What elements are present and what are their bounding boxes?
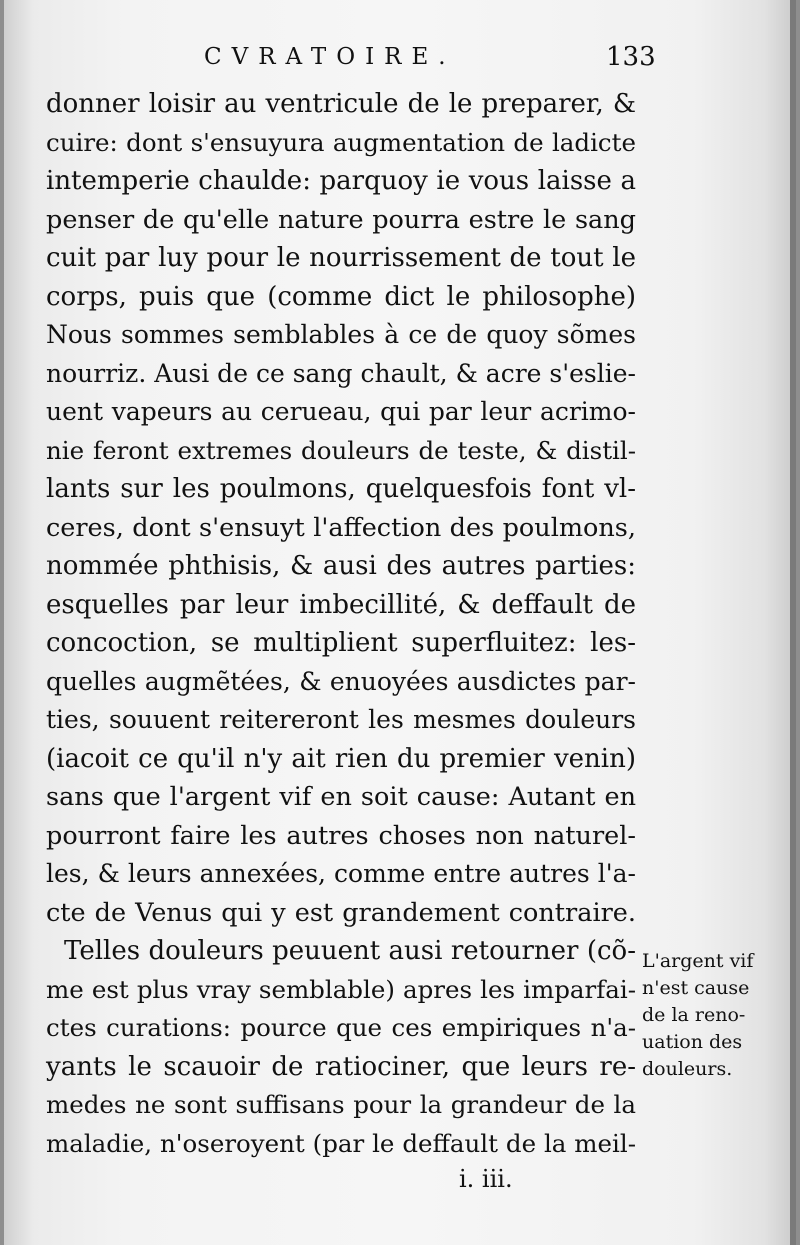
text-line: maladie, n'oseroyent (par le deffault de la meil- [46,1128,636,1158]
text-line: nourriz. Ausi de ce sang chault, & acre s'eslie- [46,358,636,388]
page-gutter [790,0,796,1245]
running-head: CVRATOIRE. [204,44,456,70]
text-line: (iacoit ce qu'il n'y ait rien du premier venin) [46,743,636,774]
text-line: concoction, se multiplient superfluitez: les- [46,628,636,658]
text-line: yants le scauoir de ratiociner, que leurs re- [46,1051,636,1082]
text-line: me est plus vray semblable) apres les imparfai- [46,974,636,1004]
margin-note-line: uation des [642,1031,743,1053]
book-page [4,0,796,1245]
text-line: cte de Venus qui y est grandement contraire. [46,897,636,928]
text-line: corps, puis que (comme dict le philosophe) [46,281,636,312]
text-line: donner loisir au ventricule de le preparer, & [46,89,636,119]
text-line: ties, souuent reitereront les mesmes douleurs [46,705,636,734]
text-line: medes ne sont suffisans pour la grandeur de la [46,1090,636,1119]
text-line: lants sur les poulmons, quelquesfois font vl- [46,474,636,504]
text-line: nie feront extremes douleurs de teste, & distil- [46,435,636,465]
text-line: sans que l'argent vif en soit cause: Autant en [46,782,636,812]
text-line: ctes curations: pource que ces empiriques n'a- [46,1013,636,1042]
page-header [4,42,796,82]
text-line-paragraph-start: Telles douleurs peuuent ausi retourner (cõ- [64,936,636,966]
text-line: Nous sommes semblables à ce de quoy sõmes [46,320,636,349]
text-line: cuire: dont s'ensuyura augmentation de ladicte [46,127,636,157]
text-line: les, & leurs annexées, comme entre autres l'a- [46,859,636,888]
text-line: uent vapeurs au cerueau, qui par leur acrimo- [46,397,636,426]
text-line: quelles augmẽtées, & enuoyées ausdictes par- [46,666,636,696]
text-line: esquelles par leur imbecillité, & deffault de [46,589,636,620]
text-line: ceres, dont s'ensuyt l'affection des poulmons, [46,512,636,543]
body-text [46,85,636,1163]
margin-note-line: L'argent vif [642,950,754,972]
text-line: intemperie chaulde: parquoy ie vous laisse a [46,166,636,196]
signature-mark: i. iii. [459,1165,513,1193]
text-line: penser de qu'elle nature pourra estre le sang [46,204,636,235]
text-line: cuit par luy pour le nourrissement de tout le [46,243,636,273]
margin-note-line: n'est cause [642,977,750,999]
text-line: nommée phthisis, & ausi des autres parties: [46,551,636,581]
margin-note-line: de la reno- [642,1004,746,1026]
text-line: pourront faire les autres choses non naturel- [46,820,636,851]
margin-note-line: douleurs. [642,1058,733,1080]
page-number: 133 [606,42,656,72]
margin-note [642,948,772,1083]
